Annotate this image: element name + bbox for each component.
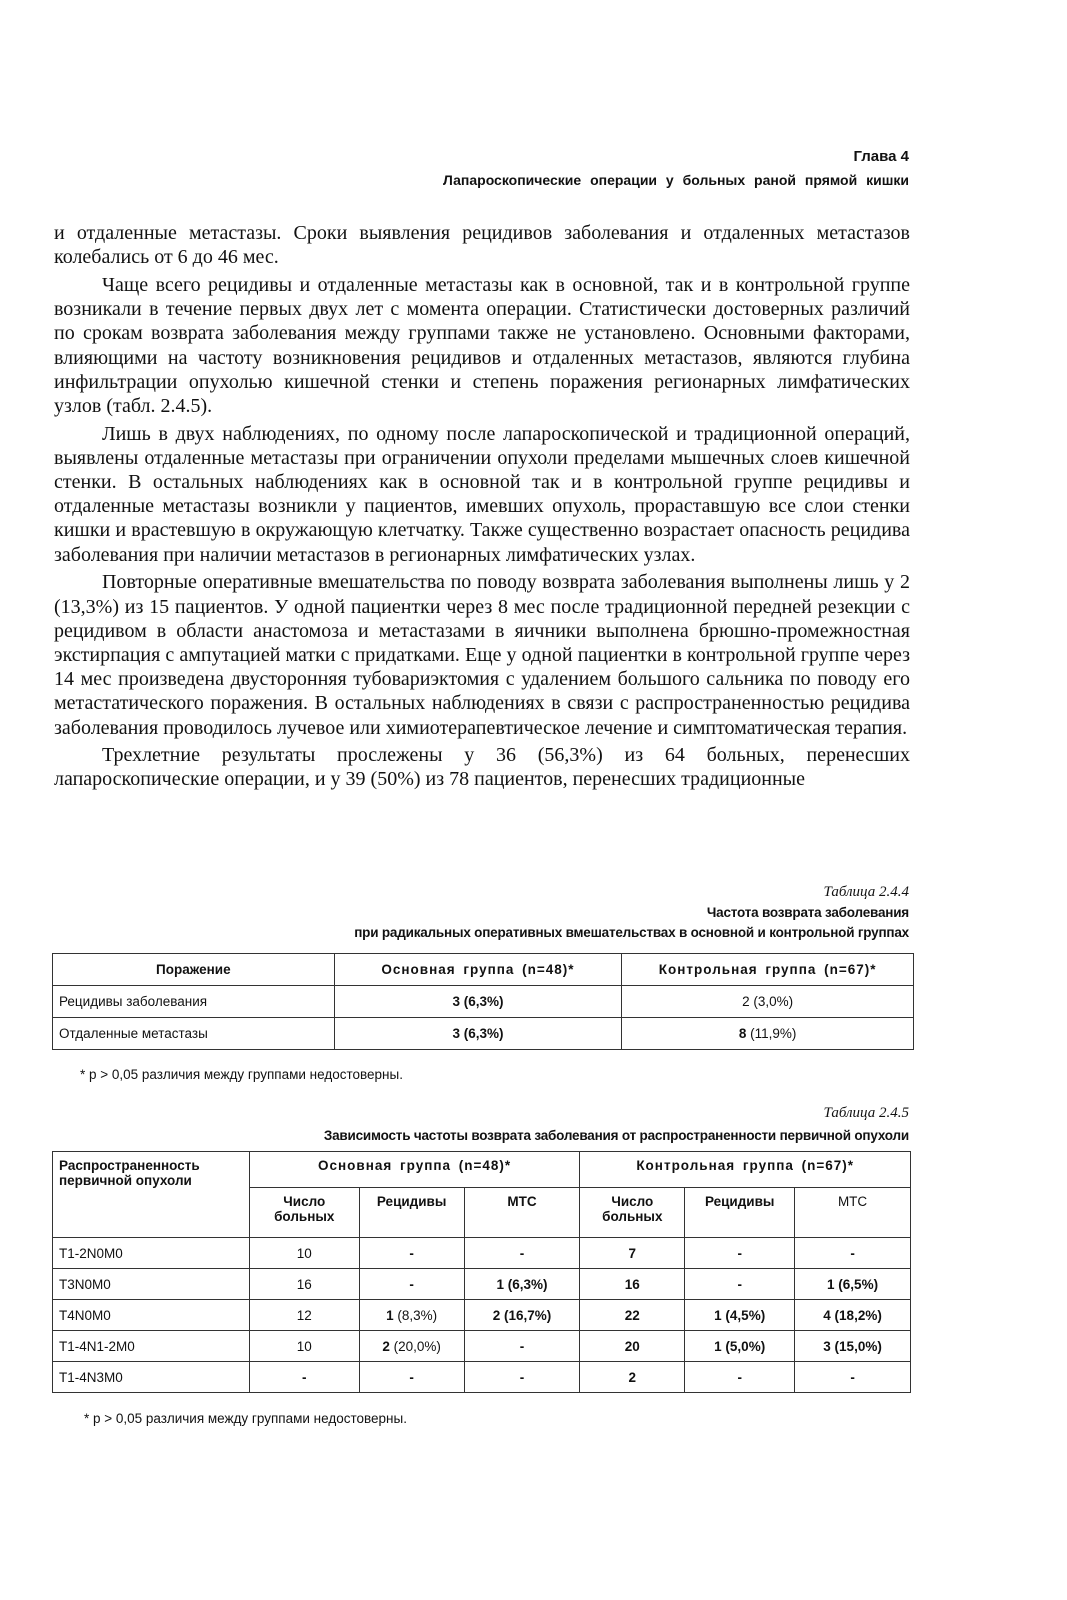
main-mts: - (464, 1331, 580, 1362)
stage-cell: T1-4N3M0 (53, 1362, 250, 1393)
ctrl-mts: 1 (6,5%) (795, 1269, 911, 1300)
stage-cell: T3N0M0 (53, 1269, 250, 1300)
subheader-count: Число больных (580, 1188, 685, 1238)
cell-main: 3 (6,3%) (334, 986, 622, 1018)
main-count: 10 (249, 1331, 359, 1362)
cell-control (622, 986, 914, 1018)
table-245 (52, 1151, 911, 1393)
stage-cell: T4N0M0 (53, 1300, 250, 1331)
ctrl-count: 7 (580, 1238, 685, 1269)
cell-control-text: (11,9%) (746, 1026, 797, 1041)
paragraph: Лишь в двух наблюдениях, по одному после лапароскопической и традиционной операций, выявлены отдаленные метастазы при ограничении опухоли пределами мышечных слоев кишечной стенки. В остальных наблюдениях как в основной так и в контрольной группе рецидивы и отдаленные метастазы возникли у пациентов, имевших опухоль, прораставшую все слои стенки кишки и врастевшую в окружающую клетчатку. Также существенно возрастает опасность рецидива заболевания при наличии метастазов в регионарных лимфатических узлах. (54, 422, 910, 566)
table-244-title-line2: при радикальных оперативных вмешательствах в основной и контрольной группах (354, 925, 909, 940)
table-row (53, 1331, 911, 1362)
main-recurrence-text: (20,0%) (389, 1338, 441, 1354)
ctrl-mts: 4 (18,2%) (795, 1300, 911, 1331)
main-recurrence (359, 1331, 464, 1362)
main-recurrence-bold: 1 (386, 1307, 394, 1323)
main-recurrence-text: (8,3%) (393, 1307, 438, 1323)
main-recurrence (359, 1269, 464, 1300)
stage-cell: T1-2N0M0 (53, 1238, 250, 1269)
main-recurrence-bold: - (409, 1276, 414, 1292)
header-cell: Контрольная группа (n=67)* (622, 954, 914, 986)
paragraph: Чаще всего рецидивы и отдаленные метастазы как в основной, так и в контрольной группе возникали в течение первых двух лет с момента операции. Статистически достоверных различий по срокам возврата заболевания между группами также не установлено. Основными факторами, влияющими на частоту возникновения рецидивов и отдаленных метастазов, являются глубина инфильтрации опухолью кишечной стенки и степень поражения регионарных лимфатических узлов (табл. 2.4.5). (54, 273, 910, 417)
main-recurrence (359, 1300, 464, 1331)
main-count: - (249, 1362, 359, 1393)
table-245-title: Зависимость частоты возврата заболевания от распространенности первичной опухоли (323, 1128, 909, 1143)
header-cell: Поражение (53, 954, 335, 986)
main-mts: 2 (16,7%) (464, 1300, 580, 1331)
paragraph: Повторные оперативные вмешательства по поводу возврата заболевания выполнены лишь у 2 (13,3%) из 15 пациентов. У одной пациентки через 8 мес после традиционной передней резекции с рецидивом в области анастомоза и метастазами в яичники выполнена брюшно-промежностная экстирпация с ампутацией матки с придатками. Еще у одной пациентки в контрольной группе через 14 мес произведена двусторонняя тубовариэктомия с удалением большого сальника по поводу его метастатического поражения. В остальных наблюдениях в связи с распространенностью рецидива заболевания проводилось лучевое или химиотерапевтическое лечение и симптоматическая терапия. (54, 571, 910, 739)
subheader-recurrence: Рецидивы (685, 1188, 795, 1238)
ctrl-recurrence: - (685, 1362, 795, 1393)
ctrl-mts: 3 (15,0%) (795, 1331, 911, 1362)
ctrl-recurrence: - (685, 1238, 795, 1269)
main-recurrence (359, 1238, 464, 1269)
main-mts: - (464, 1362, 580, 1393)
ctrl-count: 20 (580, 1331, 685, 1362)
cell-control-text: 2 (3,0%) (742, 994, 794, 1009)
table-244-title-line1: Частота возврата заболевания (706, 905, 909, 920)
main-recurrence-bold: 2 (382, 1338, 390, 1354)
table-row (53, 1018, 914, 1050)
table-244-title (354, 903, 909, 943)
header-control-group: Контрольная группа (n=67)* (580, 1152, 911, 1188)
cell-control (622, 1018, 914, 1050)
main-recurrence-bold: - (409, 1369, 414, 1385)
main-count: 16 (249, 1269, 359, 1300)
ctrl-recurrence: 1 (4,5%) (685, 1300, 795, 1331)
table-row (53, 1269, 911, 1300)
subheader-mts: МТС (464, 1188, 580, 1238)
subheader-count: Число больных (249, 1188, 359, 1238)
main-count: 12 (249, 1300, 359, 1331)
ctrl-count: 16 (580, 1269, 685, 1300)
table-row (53, 986, 914, 1018)
subheader-recurrence: Рецидивы (359, 1188, 464, 1238)
running-head-chapter: Глава 4 (853, 148, 909, 165)
main-recurrence (359, 1362, 464, 1393)
cell-main: 3 (6,3%) (334, 1018, 622, 1050)
ctrl-recurrence: - (685, 1269, 795, 1300)
table-header-row (53, 954, 914, 986)
main-count: 10 (249, 1238, 359, 1269)
table-header-row (53, 1152, 911, 1188)
paragraph: Трехлетние результаты прослежены у 36 (56,3%) из 64 больных, перенесших лапароскопические операции, и у 39 (50%) из 78 пациентов, перенесших традиционные (54, 744, 910, 791)
table-244-note: * p > 0,05 различия между группами недостоверны. (80, 1067, 403, 1082)
ctrl-recurrence: 1 (5,0%) (685, 1331, 795, 1362)
stage-cell: T1-4N1-2M0 (53, 1331, 250, 1362)
cell-control-bold: 8 (738, 1026, 747, 1041)
paragraph: и отдаленные метастазы. Сроки выявления рецидивов заболевания и отдаленных метастазов колебались от 6 до 46 мес. (54, 222, 910, 269)
table-244 (52, 953, 914, 1050)
table-row (53, 1300, 911, 1331)
row-label: Рецидивы заболевания (53, 986, 335, 1018)
table-row (53, 1362, 911, 1393)
ctrl-mts: - (795, 1238, 911, 1269)
ctrl-mts: - (795, 1362, 911, 1393)
body-text (54, 221, 910, 795)
main-recurrence-bold: - (409, 1245, 414, 1261)
row-label: Отдаленные метастазы (53, 1018, 335, 1050)
running-head-title: Лапароскопические операции у больных раной прямой кишки (442, 172, 909, 188)
ctrl-count: 22 (580, 1300, 685, 1331)
subheader-mts: МТС (795, 1188, 911, 1238)
header-spread: Распространенность первичной опухоли (53, 1152, 250, 1238)
main-mts: 1 (6,3%) (464, 1269, 580, 1300)
table-row (53, 1238, 911, 1269)
table-245-note: * p > 0,05 различия между группами недостоверны. (84, 1411, 407, 1426)
table-244-label: Таблица 2.4.4 (823, 884, 909, 900)
main-mts: - (464, 1238, 580, 1269)
header-cell: Основная группа (n=48)* (334, 954, 622, 986)
ctrl-count: 2 (580, 1362, 685, 1393)
table-245-label: Таблица 2.4.5 (823, 1105, 909, 1121)
header-main-group: Основная группа (n=48)* (249, 1152, 580, 1188)
